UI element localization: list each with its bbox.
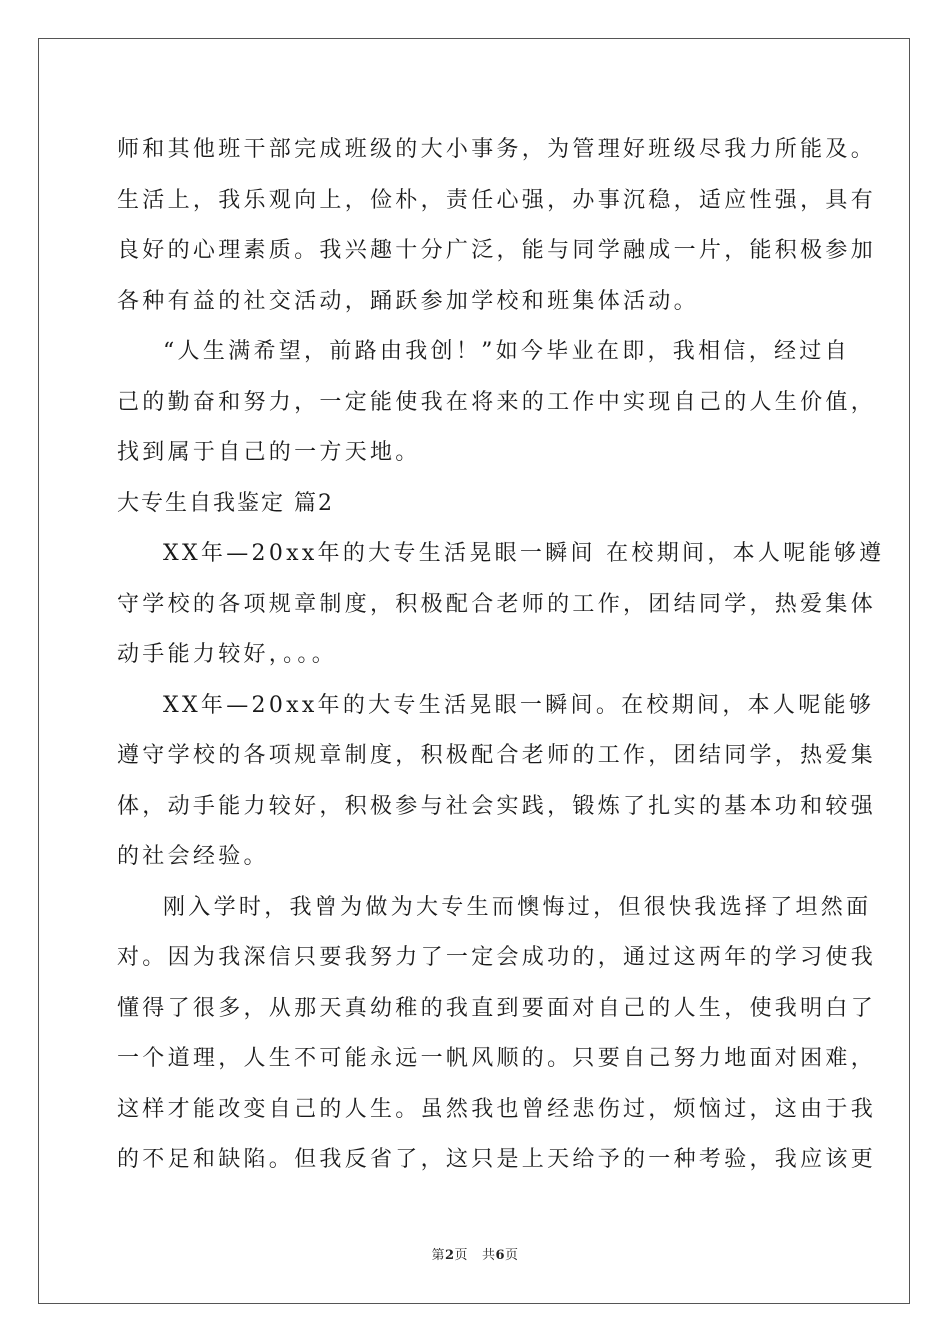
text-line: XX年—20xx年的大专生活晃眼一瞬间。在校期间，本人呢能够 xyxy=(163,692,875,718)
text-line: 良好的心理素质。我兴趣十分广泛，能与同学融成一片，能积极参加 xyxy=(117,238,877,263)
text-line: 刚入学时，我曾为做为大专生而懊悔过，但很快我选择了坦然面 xyxy=(163,894,872,920)
total-pages-prefix: 共 xyxy=(481,1248,496,1263)
text-line: 己的勤奋和努力，一定能使我在将来的工作中实现自己的人生价值， xyxy=(117,389,877,415)
section-heading: 大专生自我鉴定 篇2 xyxy=(117,490,334,516)
text-line: 的不足和缺陷。但我反省了，这只是上天给予的一种考验，我应该更 xyxy=(117,1147,877,1172)
document-body xyxy=(117,125,885,1186)
text-line: 这样才能改变自己的人生。虽然我也曾经悲伤过，烦恼过，这由于我 xyxy=(117,1096,877,1122)
text-line: 师和其他班干部完成班级的大小事务，为管理好班级尽我力所能及。 xyxy=(117,137,877,162)
text-line: 动手能力较好，。。。 xyxy=(117,642,338,667)
page-number-prefix: 第 xyxy=(431,1248,445,1263)
text-line: 遵守学校的各项规章制度，积极配合老师的工作，团结同学，热爱集 xyxy=(117,743,877,768)
text-line: 对。因为我深信只要我努力了一定会成功的，通过这两年的学习使我 xyxy=(117,945,877,970)
text-line: 生活上，我乐观向上，俭朴，责任心强，办事沉稳，适应性强，具有 xyxy=(117,187,877,213)
text-line: XX年—20xx年的大专生活晃眼一瞬间 在校期间，本人呢能够遵 xyxy=(163,541,885,566)
text-line: 一个道理，人生不可能永远一帆风顺的。只要自己努力地面对困难， xyxy=(117,1046,877,1071)
current-page-number: 2 xyxy=(444,1248,455,1263)
page-number-suffix: 页 xyxy=(454,1248,469,1263)
text-line: “人生满希望，前路由我创！”如今毕业在即，我相信，经过自 xyxy=(163,339,850,364)
total-pages-suffix: 页 xyxy=(505,1248,519,1263)
text-line: 各种有益的社交活动，踊跃参加学校和班集体活动。 xyxy=(117,288,699,314)
text-line: 的社会经验。 xyxy=(117,844,269,869)
text-line: 守学校的各项规章制度，积极配合老师的工作，团结同学，热爱集体 xyxy=(117,591,877,617)
total-pages-number: 6 xyxy=(495,1248,506,1263)
text-line: 体，动手能力较好，积极参与社会实践，锻炼了扎实的基本功和较强 xyxy=(117,793,877,819)
page-footer xyxy=(0,1244,950,1263)
text-line: 懂得了很多，从那天真幼稚的我直到要面对自己的人生，使我明白了 xyxy=(117,995,877,1021)
text-line: 找到属于自己的一方天地。 xyxy=(117,440,421,465)
